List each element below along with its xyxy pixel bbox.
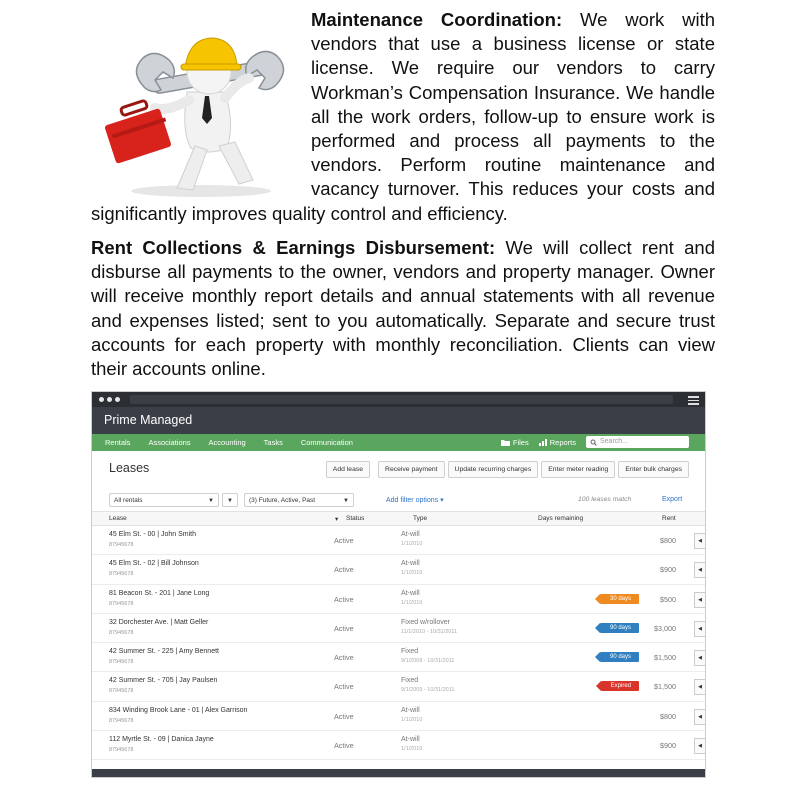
address-bar[interactable] (130, 395, 673, 404)
row-menu-caret-icon[interactable]: ◀ (694, 738, 705, 754)
lease-status: Active (334, 741, 354, 751)
lease-dates: 1/1/2010 (401, 570, 423, 577)
leases-table-body (92, 526, 705, 760)
lease-rent: $3,000 (654, 623, 676, 633)
lease-dates: 1/1/2010 (401, 746, 423, 753)
table-row[interactable] (92, 672, 705, 701)
bottom-bar (92, 769, 705, 777)
lease-id: 87945678 (109, 688, 134, 695)
enter-meter-reading-button[interactable]: Enter meter reading (541, 461, 615, 478)
status-filter-select[interactable] (244, 493, 354, 507)
lease-rent: $800 (660, 536, 676, 545)
lease-rent: $1,500 (654, 682, 676, 692)
lease-dates: 11/1/2010 - 10/31/2011 (401, 628, 458, 635)
rentals-filter-select[interactable] (109, 493, 219, 507)
search-placeholder: Search... (600, 438, 629, 445)
days-remaining-badge: 30 days (600, 594, 639, 604)
hamburger-menu-icon[interactable] (688, 396, 699, 407)
rent-collections-paragraph (91, 236, 715, 381)
lease-status: Active (334, 536, 354, 545)
lease-name[interactable]: 81 Beacon St. - 201 | Jane Long (109, 589, 210, 597)
col-lease[interactable]: Lease (109, 515, 127, 522)
maintenance-heading: Maintenance Coordination: (311, 9, 563, 30)
leases-app-screenshot (91, 391, 706, 778)
enter-bulk-charges-button[interactable]: Enter bulk charges (618, 461, 689, 478)
lease-dates: 1/1/2010 (401, 716, 423, 723)
lease-rent: $1,500 (654, 653, 676, 663)
table-row[interactable] (92, 614, 705, 643)
add-lease-button[interactable]: Add lease (326, 461, 370, 478)
lease-type: At-will (401, 706, 420, 714)
lease-type: At-will (401, 560, 420, 568)
chevron-down-icon: ▼ (208, 498, 214, 504)
nav-communication[interactable]: Communication (300, 438, 353, 447)
bar-chart-icon (539, 439, 547, 446)
table-header (92, 511, 705, 526)
reports-label: Reports (549, 437, 576, 447)
lease-status: Active (334, 565, 354, 575)
row-menu-caret-icon[interactable]: ◀ (694, 562, 705, 578)
lease-name[interactable]: 42 Summer St. - 705 | Jay Paulsen (109, 677, 218, 685)
lease-id: 87945678 (109, 747, 134, 754)
match-count: 100 leases match (578, 496, 632, 503)
table-row[interactable] (92, 702, 705, 731)
files-label: Files (512, 437, 529, 447)
lease-name[interactable]: 112 Myrtle St. - 09 | Danica Jayne (109, 736, 214, 744)
days-remaining-badge: 90 days (600, 623, 639, 633)
add-filter-options-link[interactable]: Add filter options ▾ (386, 497, 444, 504)
days-remaining-badge: 90 days (600, 652, 639, 662)
lease-status: Active (334, 653, 354, 663)
lease-id: 87945678 (109, 542, 134, 548)
row-menu-caret-icon[interactable]: ◀ (694, 592, 705, 608)
reports-link[interactable] (539, 438, 576, 447)
row-menu-caret-icon[interactable]: ◀ (694, 533, 705, 549)
update-recurring-charges-button[interactable]: Update recurring charges (448, 461, 539, 478)
lease-rent: $900 (660, 741, 676, 751)
app-brand: Prime Managed (92, 407, 705, 434)
chevron-down-icon: ▼ (343, 498, 349, 504)
files-link[interactable] (501, 438, 529, 447)
rentals-filter-value: All rentals (114, 497, 143, 504)
lease-name[interactable]: 834 Winding Brook Lane - 01 | Alex Garrison (109, 706, 248, 714)
lease-rent: $500 (660, 594, 676, 604)
lease-id: 87945678 (109, 600, 134, 607)
lease-id: 87945678 (109, 717, 134, 724)
receive-payment-button[interactable]: Receive payment (378, 461, 445, 478)
days-remaining-badge: Expired (601, 681, 639, 691)
status-filter-value: (3) Future, Active, Past (249, 497, 316, 504)
lease-type: At-will (401, 589, 420, 597)
lease-rent: $900 (660, 565, 676, 575)
worker-with-wrench-and-toolbox-icon (91, 8, 305, 200)
nav-tasks[interactable]: Tasks (263, 438, 283, 447)
nav-associations[interactable]: Associations (148, 438, 191, 447)
lease-status: Active (334, 682, 354, 692)
chevron-down-icon: ▼ (227, 498, 233, 504)
search-input[interactable] (586, 436, 689, 448)
col-status[interactable]: Status (346, 515, 365, 522)
folder-icon (501, 439, 510, 446)
lease-type: Fixed (401, 648, 419, 656)
lease-id: 87945678 (109, 571, 134, 578)
lease-rent: $800 (660, 711, 676, 721)
col-days-remaining[interactable]: Days remaining (538, 515, 584, 522)
export-link[interactable]: Export (662, 496, 683, 503)
lease-name[interactable]: 45 Elm St. - 00 | John Smith (109, 531, 197, 538)
nav-rentals[interactable]: Rentals (105, 438, 131, 447)
nav-accounting[interactable]: Accounting (208, 438, 246, 447)
lease-status: Active (334, 623, 354, 633)
row-menu-caret-icon[interactable]: ◀ (694, 679, 705, 695)
lease-type: Fixed (401, 677, 419, 685)
lease-type: At-will (401, 531, 420, 538)
rentals-filter-toggle[interactable] (222, 493, 238, 507)
table-row[interactable] (92, 555, 705, 584)
lease-name[interactable]: 45 Elm St. - 02 | Bill Johnson (109, 560, 199, 568)
lease-dates: 1/1/2010 (401, 541, 423, 547)
lease-name[interactable]: 32 Dorchester Ave. | Matt Geller (109, 618, 209, 626)
lease-dates: 9/1/2009 - 10/31/2011 (401, 687, 455, 694)
row-menu-caret-icon[interactable]: ◀ (694, 709, 705, 725)
row-menu-caret-icon[interactable]: ◀ (694, 650, 705, 666)
sort-icon[interactable]: ▾ (335, 516, 339, 523)
col-type[interactable]: Type (413, 515, 428, 522)
table-row[interactable] (92, 526, 705, 555)
lease-dates: 9/1/2009 - 10/31/2011 (401, 658, 455, 665)
lease-dates: 1/1/2010 (401, 599, 423, 606)
main-nav (92, 434, 705, 451)
window-dots-icon (99, 397, 120, 402)
lease-id: 87945678 (109, 629, 134, 636)
browser-chrome (92, 392, 705, 407)
table-row[interactable] (92, 643, 705, 672)
lease-type: At-will (401, 736, 420, 744)
lease-name[interactable]: 42 Summer St. - 225 | Amy Bennett (109, 648, 219, 656)
search-icon (590, 439, 597, 446)
lease-status: Active (334, 594, 354, 604)
table-row[interactable] (92, 585, 705, 614)
lease-type: Fixed w/rollover (401, 618, 451, 626)
page-title: Leases (109, 461, 150, 475)
lease-id: 87945678 (109, 659, 134, 666)
row-menu-caret-icon[interactable]: ◀ (694, 621, 705, 637)
table-row[interactable] (92, 731, 705, 760)
rent-collections-text: We will collect rent and disburse all payments to the owner, vendors and property manager. Owner will receive monthly report details and annual statements with all revenue and expenses listed; sent to you automatically. Separate and secure trust accounts for each property with monthly reconciliation. Clients can view their accounts online. (91, 237, 715, 380)
maintenance-paragraph (91, 8, 715, 226)
lease-status: Active (334, 711, 354, 721)
col-rent[interactable]: Rent (662, 515, 676, 522)
maintenance-text: We work with vendors that use a business license or state license. We require our vendors to carry Workman’s Compensation Insurance. We handle all the work orders, follow-up to ensure work is performed and process all payments to the vendors. Perform routine maintenance and vacancy turnover. This reduces your costs and significantly improves quality control and efficiency. (91, 9, 715, 224)
rent-collections-heading: Rent Collections & Earnings Disbursement: (91, 237, 496, 258)
